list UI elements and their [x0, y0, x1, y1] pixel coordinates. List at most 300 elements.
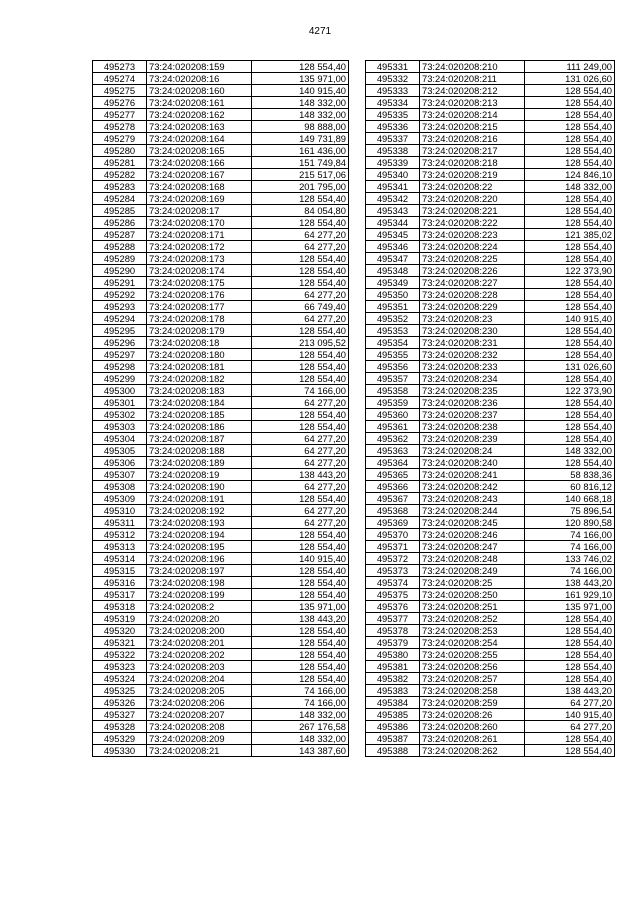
value-cell: 138 443,20 [525, 685, 615, 697]
value-cell: 58 838,36 [525, 469, 615, 481]
value-cell: 215 517,06 [252, 169, 349, 181]
cadastral-number-cell: 73:24:020208:246 [420, 529, 525, 541]
cadastral-number-cell: 73:24:020208:17 [147, 205, 252, 217]
cadastral-number-cell: 73:24:020208:219 [420, 169, 525, 181]
cadastral-number-cell: 73:24:020208:259 [420, 697, 525, 709]
table-row [366, 157, 615, 169]
value-cell: 128 554,40 [252, 673, 349, 685]
value-cell: 128 554,40 [252, 577, 349, 589]
cadastral-number-cell: 73:24:020208:179 [147, 325, 252, 337]
table-row [93, 481, 349, 493]
table-row [366, 709, 615, 721]
cadastral-number-cell: 73:24:020208:224 [420, 241, 525, 253]
table-row [93, 229, 349, 241]
cadastral-number-cell: 73:24:020208:182 [147, 373, 252, 385]
value-cell: 122 373,90 [525, 265, 615, 277]
record-id-cell: 495297 [93, 349, 147, 361]
value-cell: 128 554,40 [525, 409, 615, 421]
record-id-cell: 495279 [93, 133, 147, 145]
cadastral-number-cell: 73:24:020208:255 [420, 649, 525, 661]
table-row [366, 73, 615, 85]
value-cell: 128 554,40 [525, 121, 615, 133]
cadastral-number-cell: 73:24:020208:176 [147, 289, 252, 301]
record-id-cell: 495309 [93, 493, 147, 505]
table-row [93, 289, 349, 301]
registry-table-right [365, 60, 615, 757]
table-row [93, 613, 349, 625]
cadastral-number-cell: 73:24:020208:167 [147, 169, 252, 181]
value-cell: 148 332,00 [252, 733, 349, 745]
table-row [366, 697, 615, 709]
record-id-cell: 495278 [93, 121, 147, 133]
record-id-cell: 495322 [93, 649, 147, 661]
table-row [366, 685, 615, 697]
table-row [93, 385, 349, 397]
record-id-cell: 495304 [93, 433, 147, 445]
record-id-cell: 495342 [366, 193, 420, 205]
value-cell: 128 554,40 [525, 373, 615, 385]
table-row [93, 169, 349, 181]
value-cell: 74 166,00 [525, 565, 615, 577]
cadastral-number-cell: 73:24:020208:180 [147, 349, 252, 361]
cadastral-number-cell: 73:24:020208:184 [147, 397, 252, 409]
record-id-cell: 495319 [93, 613, 147, 625]
record-id-cell: 495359 [366, 397, 420, 409]
table-row [366, 625, 615, 637]
table-row [93, 469, 349, 481]
table-row [93, 97, 349, 109]
table-row [366, 433, 615, 445]
cadastral-number-cell: 73:24:020208:238 [420, 421, 525, 433]
record-id-cell: 495358 [366, 385, 420, 397]
value-cell: 128 554,40 [252, 193, 349, 205]
record-id-cell: 495330 [93, 745, 147, 757]
cadastral-number-cell: 73:24:020208:21 [147, 745, 252, 757]
record-id-cell: 495293 [93, 301, 147, 313]
record-id-cell: 495354 [366, 337, 420, 349]
record-id-cell: 495311 [93, 517, 147, 529]
table-row [93, 601, 349, 613]
value-cell: 128 554,40 [525, 649, 615, 661]
record-id-cell: 495292 [93, 289, 147, 301]
value-cell: 66 749,40 [252, 301, 349, 313]
value-cell: 64 277,20 [252, 481, 349, 493]
table-row [93, 433, 349, 445]
record-id-cell: 495327 [93, 709, 147, 721]
cadastral-number-cell: 73:24:020208:214 [420, 109, 525, 121]
table-row [93, 73, 349, 85]
cadastral-number-cell: 73:24:020208:175 [147, 277, 252, 289]
record-id-cell: 495289 [93, 253, 147, 265]
cadastral-number-cell: 73:24:020208:178 [147, 313, 252, 325]
record-id-cell: 495291 [93, 277, 147, 289]
value-cell: 148 332,00 [525, 445, 615, 457]
table-row [93, 241, 349, 253]
table-row [366, 109, 615, 121]
table-row [366, 217, 615, 229]
cadastral-number-cell: 73:24:020208:242 [420, 481, 525, 493]
record-id-cell: 495321 [93, 637, 147, 649]
table-row [93, 253, 349, 265]
value-cell: 74 166,00 [525, 541, 615, 553]
table-row [366, 481, 615, 493]
value-cell: 138 443,20 [252, 469, 349, 481]
value-cell: 128 554,40 [252, 529, 349, 541]
cadastral-number-cell: 73:24:020208:228 [420, 289, 525, 301]
table-row [93, 445, 349, 457]
table-row [93, 397, 349, 409]
record-id-cell: 495387 [366, 733, 420, 745]
value-cell: 64 277,20 [252, 517, 349, 529]
record-id-cell: 495305 [93, 445, 147, 457]
value-cell: 128 554,40 [525, 205, 615, 217]
value-cell: 138 443,20 [525, 577, 615, 589]
record-id-cell: 495344 [366, 217, 420, 229]
record-id-cell: 495355 [366, 349, 420, 361]
value-cell: 131 026,60 [525, 361, 615, 373]
cadastral-number-cell: 73:24:020208:19 [147, 469, 252, 481]
value-cell: 64 277,20 [252, 313, 349, 325]
cadastral-number-cell: 73:24:020208:22 [420, 181, 525, 193]
table-row [93, 661, 349, 673]
cadastral-number-cell: 73:24:020208:194 [147, 529, 252, 541]
cadastral-number-cell: 73:24:020208:213 [420, 97, 525, 109]
record-id-cell: 495337 [366, 133, 420, 145]
value-cell: 148 332,00 [252, 109, 349, 121]
table-row [366, 277, 615, 289]
table-row [366, 181, 615, 193]
record-id-cell: 495329 [93, 733, 147, 745]
cadastral-number-cell: 73:24:020208:2 [147, 601, 252, 613]
cadastral-number-cell: 73:24:020208:221 [420, 205, 525, 217]
table-row [366, 301, 615, 313]
cadastral-number-cell: 73:24:020208:162 [147, 109, 252, 121]
record-id-cell: 495331 [366, 61, 420, 73]
table-row [366, 421, 615, 433]
value-cell: 128 554,40 [252, 625, 349, 637]
cadastral-number-cell: 73:24:020208:166 [147, 157, 252, 169]
record-id-cell: 495377 [366, 613, 420, 625]
value-cell: 64 277,20 [252, 229, 349, 241]
table-row [366, 133, 615, 145]
table-row [93, 337, 349, 349]
value-cell: 128 554,40 [525, 193, 615, 205]
record-id-cell: 495313 [93, 541, 147, 553]
cadastral-number-cell: 73:24:020208:177 [147, 301, 252, 313]
record-id-cell: 495341 [366, 181, 420, 193]
record-id-cell: 495370 [366, 529, 420, 541]
record-id-cell: 495365 [366, 469, 420, 481]
cadastral-number-cell: 73:24:020208:244 [420, 505, 525, 517]
table-row [93, 697, 349, 709]
table-row [366, 205, 615, 217]
record-id-cell: 495276 [93, 97, 147, 109]
table-row [366, 193, 615, 205]
table-row [93, 637, 349, 649]
value-cell: 128 554,40 [252, 541, 349, 553]
value-cell: 148 332,00 [525, 181, 615, 193]
value-cell: 64 277,20 [252, 241, 349, 253]
record-id-cell: 495343 [366, 205, 420, 217]
table-row [366, 445, 615, 457]
cadastral-number-cell: 73:24:020208:170 [147, 217, 252, 229]
table-row [366, 553, 615, 565]
value-cell: 133 746,02 [525, 553, 615, 565]
table-row [93, 589, 349, 601]
table-row [93, 121, 349, 133]
table-row [93, 577, 349, 589]
cadastral-number-cell: 73:24:020208:209 [147, 733, 252, 745]
table-row [366, 241, 615, 253]
record-id-cell: 495347 [366, 253, 420, 265]
record-id-cell: 495299 [93, 373, 147, 385]
value-cell: 128 554,40 [525, 145, 615, 157]
record-id-cell: 495285 [93, 205, 147, 217]
record-id-cell: 495339 [366, 157, 420, 169]
record-id-cell: 495334 [366, 97, 420, 109]
value-cell: 128 554,40 [525, 661, 615, 673]
cadastral-number-cell: 73:24:020208:190 [147, 481, 252, 493]
record-id-cell: 495308 [93, 481, 147, 493]
cadastral-number-cell: 73:24:020208:253 [420, 625, 525, 637]
value-cell: 74 166,00 [252, 697, 349, 709]
record-id-cell: 495381 [366, 661, 420, 673]
record-id-cell: 495280 [93, 145, 147, 157]
value-cell: 128 554,40 [525, 241, 615, 253]
record-id-cell: 495364 [366, 457, 420, 469]
cadastral-number-cell: 73:24:020208:230 [420, 325, 525, 337]
table-row [366, 85, 615, 97]
record-id-cell: 495373 [366, 565, 420, 577]
cadastral-number-cell: 73:24:020208:212 [420, 85, 525, 97]
record-id-cell: 495303 [93, 421, 147, 433]
table-row [93, 745, 349, 757]
record-id-cell: 495385 [366, 709, 420, 721]
cadastral-number-cell: 73:24:020208:183 [147, 385, 252, 397]
value-cell: 128 554,40 [252, 217, 349, 229]
cadastral-number-cell: 73:24:020208:226 [420, 265, 525, 277]
cadastral-number-cell: 73:24:020208:171 [147, 229, 252, 241]
table-row [366, 589, 615, 601]
cadastral-number-cell: 73:24:020208:218 [420, 157, 525, 169]
cadastral-number-cell: 73:24:020208:237 [420, 409, 525, 421]
value-cell: 128 554,40 [525, 421, 615, 433]
record-id-cell: 495316 [93, 577, 147, 589]
record-id-cell: 495295 [93, 325, 147, 337]
cadastral-number-cell: 73:24:020208:252 [420, 613, 525, 625]
value-cell: 64 277,20 [252, 505, 349, 517]
record-id-cell: 495290 [93, 265, 147, 277]
cadastral-number-cell: 73:24:020208:223 [420, 229, 525, 241]
value-cell: 64 277,20 [525, 721, 615, 733]
record-id-cell: 495369 [366, 517, 420, 529]
table-row [93, 157, 349, 169]
cadastral-number-cell: 73:24:020208:202 [147, 649, 252, 661]
record-id-cell: 495363 [366, 445, 420, 457]
record-id-cell: 495386 [366, 721, 420, 733]
record-id-cell: 495282 [93, 169, 147, 181]
value-cell: 128 554,40 [525, 97, 615, 109]
value-cell: 74 166,00 [252, 685, 349, 697]
value-cell: 128 554,40 [252, 253, 349, 265]
table-row [93, 685, 349, 697]
cadastral-number-cell: 73:24:020208:181 [147, 361, 252, 373]
cadastral-number-cell: 73:24:020208:26 [420, 709, 525, 721]
record-id-cell: 495281 [93, 157, 147, 169]
cadastral-number-cell: 73:24:020208:247 [420, 541, 525, 553]
record-id-cell: 495383 [366, 685, 420, 697]
value-cell: 128 554,40 [252, 349, 349, 361]
value-cell: 128 554,40 [525, 253, 615, 265]
value-cell: 128 554,40 [525, 133, 615, 145]
value-cell: 84 054,80 [252, 205, 349, 217]
value-cell: 128 554,40 [525, 457, 615, 469]
table-row [93, 361, 349, 373]
cadastral-number-cell: 73:24:020208:25 [420, 577, 525, 589]
cadastral-number-cell: 73:24:020208:250 [420, 589, 525, 601]
value-cell: 128 554,40 [252, 421, 349, 433]
table-row [366, 649, 615, 661]
cadastral-number-cell: 73:24:020208:256 [420, 661, 525, 673]
record-id-cell: 495372 [366, 553, 420, 565]
table-row [93, 541, 349, 553]
record-id-cell: 495307 [93, 469, 147, 481]
table-row [93, 85, 349, 97]
table-row [93, 409, 349, 421]
value-cell: 128 554,40 [252, 265, 349, 277]
table-row [366, 121, 615, 133]
table-row [366, 325, 615, 337]
cadastral-number-cell: 73:24:020208:261 [420, 733, 525, 745]
value-cell: 140 915,40 [525, 313, 615, 325]
value-cell: 75 896,54 [525, 505, 615, 517]
cadastral-number-cell: 73:24:020208:206 [147, 697, 252, 709]
cadastral-number-cell: 73:24:020208:197 [147, 565, 252, 577]
value-cell: 128 554,40 [252, 493, 349, 505]
table-row [366, 601, 615, 613]
table-row [93, 205, 349, 217]
value-cell: 128 554,40 [525, 433, 615, 445]
table-row [366, 337, 615, 349]
record-id-cell: 495371 [366, 541, 420, 553]
cadastral-number-cell: 73:24:020208:160 [147, 85, 252, 97]
record-id-cell: 495320 [93, 625, 147, 637]
record-id-cell: 495380 [366, 649, 420, 661]
table-row [366, 361, 615, 373]
record-id-cell: 495367 [366, 493, 420, 505]
value-cell: 64 277,20 [252, 397, 349, 409]
record-id-cell: 495352 [366, 313, 420, 325]
record-id-cell: 495360 [366, 409, 420, 421]
record-id-cell: 495350 [366, 289, 420, 301]
value-cell: 60 816,12 [525, 481, 615, 493]
record-id-cell: 495294 [93, 313, 147, 325]
record-id-cell: 495314 [93, 553, 147, 565]
table-row [93, 109, 349, 121]
record-id-cell: 495302 [93, 409, 147, 421]
table-row [93, 553, 349, 565]
registry-table-left-body [93, 61, 349, 757]
cadastral-number-cell: 73:24:020208:220 [420, 193, 525, 205]
record-id-cell: 495318 [93, 601, 147, 613]
record-id-cell: 495298 [93, 361, 147, 373]
cadastral-number-cell: 73:24:020208:229 [420, 301, 525, 313]
value-cell: 148 332,00 [252, 709, 349, 721]
cadastral-number-cell: 73:24:020208:248 [420, 553, 525, 565]
table-row [93, 733, 349, 745]
record-id-cell: 495362 [366, 433, 420, 445]
table-row [366, 673, 615, 685]
record-id-cell: 495323 [93, 661, 147, 673]
value-cell: 135 971,00 [525, 601, 615, 613]
value-cell: 138 443,20 [252, 613, 349, 625]
cadastral-number-cell: 73:24:020208:201 [147, 637, 252, 649]
cadastral-number-cell: 73:24:020208:24 [420, 445, 525, 457]
cadastral-number-cell: 73:24:020208:236 [420, 397, 525, 409]
record-id-cell: 495324 [93, 673, 147, 685]
record-id-cell: 495335 [366, 109, 420, 121]
value-cell: 213 095,52 [252, 337, 349, 349]
record-id-cell: 495306 [93, 457, 147, 469]
table-row [366, 613, 615, 625]
table-row [93, 349, 349, 361]
cadastral-number-cell: 73:24:020208:239 [420, 433, 525, 445]
value-cell: 128 554,40 [525, 277, 615, 289]
record-id-cell: 495273 [93, 61, 147, 73]
value-cell: 128 554,40 [252, 325, 349, 337]
table-row [366, 517, 615, 529]
cadastral-number-cell: 73:24:020208:235 [420, 385, 525, 397]
record-id-cell: 495315 [93, 565, 147, 577]
value-cell: 111 249,00 [525, 61, 615, 73]
table-row [366, 565, 615, 577]
cadastral-number-cell: 73:24:020208:233 [420, 361, 525, 373]
record-id-cell: 495340 [366, 169, 420, 181]
value-cell: 121 385,02 [525, 229, 615, 241]
cadastral-number-cell: 73:24:020208:215 [420, 121, 525, 133]
record-id-cell: 495375 [366, 589, 420, 601]
cadastral-number-cell: 73:24:020208:189 [147, 457, 252, 469]
page-number: 4271 [308, 26, 332, 37]
record-id-cell: 495374 [366, 577, 420, 589]
value-cell: 128 554,40 [525, 289, 615, 301]
cadastral-number-cell: 73:24:020208:23 [420, 313, 525, 325]
table-row [93, 217, 349, 229]
cadastral-number-cell: 73:24:020208:199 [147, 589, 252, 601]
record-id-cell: 495379 [366, 637, 420, 649]
cadastral-number-cell: 73:24:020208:165 [147, 145, 252, 157]
value-cell: 128 554,40 [525, 349, 615, 361]
table-row [93, 181, 349, 193]
table-row [366, 637, 615, 649]
table-row [366, 145, 615, 157]
record-id-cell: 495353 [366, 325, 420, 337]
value-cell: 140 915,40 [525, 709, 615, 721]
cadastral-number-cell: 73:24:020208:172 [147, 241, 252, 253]
value-cell: 128 554,40 [525, 337, 615, 349]
cadastral-number-cell: 73:24:020208:231 [420, 337, 525, 349]
cadastral-number-cell: 73:24:020208:168 [147, 181, 252, 193]
value-cell: 64 277,20 [252, 445, 349, 457]
cadastral-number-cell: 73:24:020208:198 [147, 577, 252, 589]
record-id-cell: 495349 [366, 277, 420, 289]
cadastral-number-cell: 73:24:020208:164 [147, 133, 252, 145]
record-id-cell: 495333 [366, 85, 420, 97]
record-id-cell: 495346 [366, 241, 420, 253]
table-row [93, 373, 349, 385]
record-id-cell: 495357 [366, 373, 420, 385]
cadastral-number-cell: 73:24:020208:159 [147, 61, 252, 73]
